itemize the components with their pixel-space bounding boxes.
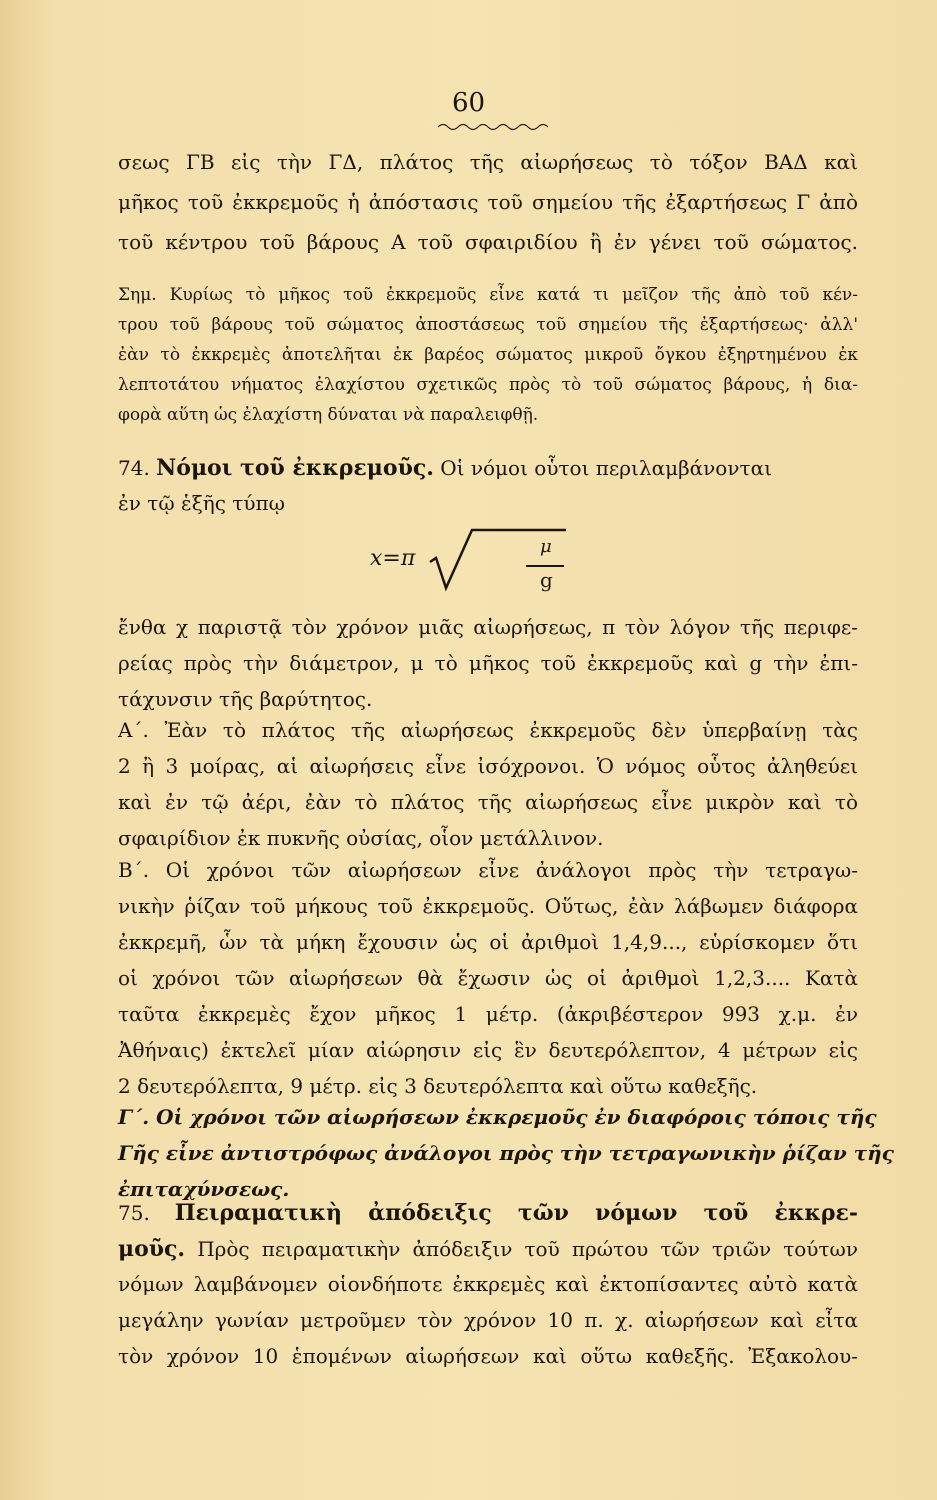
section-text: Πρὸς πειραματικὴν ἀπόδειξιν τοῦ πρώτου τῶν τριῶν τούτων — [197, 1237, 858, 1261]
formula-lhs: x=π — [370, 546, 416, 571]
text-line: ἐκκρεμῆ, ὧν τὰ μήκη ἔχουσιν ὡς οἱ ἀριθμοὶ 1,4,9..., εὑρίσκομεν ὅτι — [118, 930, 858, 954]
text-line: φορὰ αὕτη ὡς ἐλαχίστη δύναται νὰ παραλειφθῇ. — [118, 405, 539, 425]
text-line: ἐὰν τὸ ἐκκρεμὲς ἀποτελῆται ἐκ βαρέος σώματος μικροῦ ὄγκου ἐξηρτημένου ἐκ — [118, 345, 858, 365]
text-line: τὸν χρόνον 10 ἑπομένων αἰωρήσεων καὶ οὕτω καθεξῆς. Ἐξακολου- — [118, 1344, 858, 1368]
text-line: Β΄. Οἱ χρόνοι τῶν αἰωρήσεων εἶνε ἀνάλογοι πρὸς τὴν τετραγω- — [118, 858, 858, 882]
text-line: νικὴν ῥίζαν τοῦ μήκους τοῦ ἐκκρεμοῦς. Οὕτως, ἐὰν λάβωμεν διάφορα — [118, 894, 858, 918]
text-line: τρου τοῦ βάρους τοῦ σώματος ἀποστάσεως τοῦ σημείου τῆς ἐξαρτήσεως· ἀλλ' — [118, 315, 858, 335]
text-line: ἔνθα χ παριστᾷ τὸν χρόνον μιᾶς αἰωρήσεως, π τὸν λόγον τῆς περιφε- — [118, 615, 858, 639]
formula-numerator: μ — [540, 536, 552, 557]
text-line: 2 δευτερόλεπτα, 9 μέτρ. εἰς 3 δευτερόλεπτα καὶ οὕτω καθεξῆς. — [118, 1074, 758, 1098]
section-title: Νόμοι τοῦ ἐκκρεμοῦς. — [156, 455, 434, 481]
text-line: μῆκος τοῦ ἐκκρεμοῦς ἡ ἀπόστασις τοῦ σημείου τῆς ἐξαρτήσεως Γ ἀπὸ — [118, 190, 858, 214]
text-line: 2 ἢ 3 μοίρας, αἱ αἰωρήσεις εἶνε ἰσόχρονοι. Ὁ νόμος οὗτος ἀληθεύει — [118, 754, 858, 778]
text-line: καὶ ἐν τῷ ἀέρι, ἐὰν τὸ πλάτος τῆς αἰωρήσεως εἶνε μικρὸν καὶ τὸ — [118, 790, 858, 814]
section-number: 74. — [118, 456, 150, 480]
text-line: μεγάλην γωνίαν μετροῦμεν τὸν χρόνον 10 π. χ. αἰωρήσεων καὶ εἶτα — [118, 1308, 858, 1332]
text-line: Γῆς εἶνε ἀντιστρόφως ἀνάλογοι πρὸς τὴν τετραγωνικὴν ῥίζαν τῆς — [118, 1141, 894, 1165]
text-line: Σημ. Κυρίως τὸ μῆκος τοῦ ἐκκρεμοῦς εἶνε κατά τι μεῖζον τῆς ἀπὸ τοῦ κέν- — [118, 285, 858, 305]
text-line: σφαιρίδιον ἐκ πυκνῆς οὐσίας, οἷον μετάλλινον. — [118, 826, 604, 850]
text-line: οἱ χρόνοι τῶν αἰωρήσεων θὰ ἔχωσιν ὡς οἱ ἀριθμοὶ 1,2,3.... Κατὰ — [118, 966, 858, 990]
ornament-wave — [438, 122, 548, 132]
text-line: λεπτοτάτου νήματος ἐλαχίστου σχετικῶς πρὸς τὸ τοῦ σώματος βάρους, ἡ δια- — [118, 375, 858, 395]
text-line: ἐπιταχύνσεως. — [118, 1177, 290, 1201]
text-line: νόμων λαμβάνομεν οἱονδήποτε ἐκκρεμὲς καὶ ἐκτοπίσαντες αὐτὸ κατὰ — [118, 1272, 858, 1296]
text-line: ρείας πρὸς τὴν διάμετρον, μ τὸ μῆκος τοῦ ἐκκρεμοῦς καὶ g τὴν ἐπι- — [118, 651, 858, 675]
pendulum-formula — [370, 522, 610, 602]
section-text: Οἱ νόμοι οὗτοι περιλαμβάνονται — [440, 456, 772, 480]
text-line: ταῦτα ἐκκρεμὲς ἔχον μῆκος 1 μέτρ. (ἀκριβέστερον 993 χ.μ. ἐν — [118, 1002, 858, 1026]
section-title-cont: μοῦς. — [118, 1236, 186, 1262]
text-line: σεως ΓΒ εἰς τὴν ΓΔ, πλάτος τῆς αἰωρήσεως τὸ τόξον ΒΑΔ καὶ — [118, 150, 858, 174]
text-line: Ἀθήναις) ἐκτελεῖ μίαν αἰώρησιν εἰς ἓν δευτερόλεπτον, 4 μέτρων εἰς — [118, 1038, 858, 1062]
section-number: 75. — [118, 1201, 150, 1225]
text-line: Γ΄. Οἱ χρόνοι τῶν αἰωρήσεων ἐκκρεμοῦς ἐν διαφόροις τόποις τῆς — [118, 1105, 877, 1129]
text-line: τοῦ κέντρου τοῦ βάρους Α τοῦ σφαιριδίου ἢ ἐν γένει τοῦ σώματος. — [118, 230, 858, 254]
page-number: 60 — [451, 88, 486, 118]
section-title: Πειραματικὴ ἀπόδειξις τῶν νόμων τοῦ ἐκκρε- — [174, 1200, 858, 1226]
text-line: ἐν τῷ ἑξῆς τύπῳ — [118, 491, 285, 515]
text-line: τάχυνσιν τῆς βαρύτητος. — [118, 687, 373, 711]
formula-denominator: g — [540, 568, 553, 592]
text-line: Α΄. Ἐὰν τὸ πλάτος τῆς αἰωρήσεως ἐκκρεμοῦς δὲν ὑπερβαίνῃ τὰς — [118, 718, 858, 742]
